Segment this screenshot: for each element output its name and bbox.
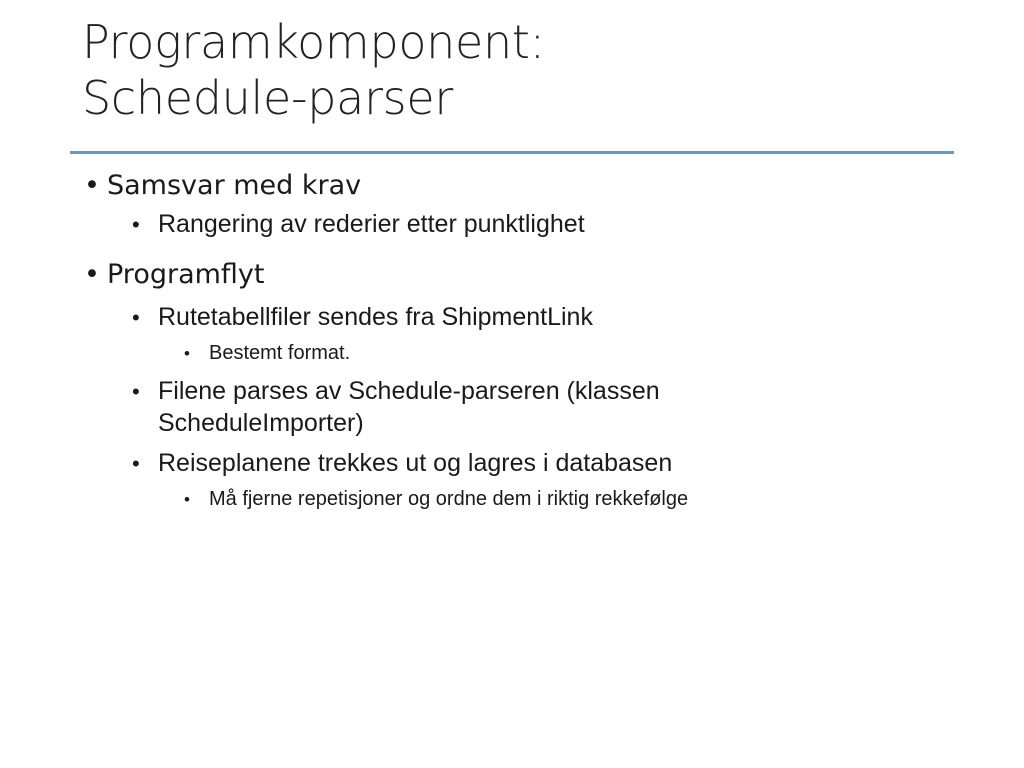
bullet-text-line-2: ScheduleImporter) bbox=[158, 409, 364, 437]
bullet-dot: • bbox=[132, 451, 140, 476]
bullet-text bbox=[158, 375, 660, 439]
title-line-2: Schedule-parser bbox=[82, 71, 453, 125]
title-divider bbox=[70, 151, 954, 154]
bullet-text: Bestemt format. bbox=[209, 342, 351, 364]
bullet-text: Må fjerne repetisjoner og ordne dem i riktig rekkefølge bbox=[209, 488, 689, 510]
bullet-text: Samsvar med krav bbox=[107, 170, 362, 201]
bullet-level2 bbox=[132, 301, 964, 334]
bullet-dot: • bbox=[84, 170, 100, 201]
bullet-text: Rutetabellfiler sendes fra ShipmentLink bbox=[158, 303, 593, 331]
bullet-level3 bbox=[184, 340, 964, 367]
bullet-dot: • bbox=[132, 379, 140, 404]
bullet-dot: • bbox=[84, 259, 100, 290]
bullet-text-line-1: Filene parses av Schedule-parseren (klassen bbox=[158, 377, 660, 405]
title-line-1: Programkomponent: bbox=[82, 15, 545, 69]
bullet-text: Rangering av rederier etter punktlighet bbox=[158, 210, 585, 238]
bullet-level3 bbox=[184, 486, 964, 513]
bullet-level2 bbox=[132, 375, 964, 439]
bullet-level1 bbox=[84, 255, 964, 295]
bullet-level2 bbox=[132, 447, 964, 480]
bullet-list bbox=[84, 166, 964, 513]
bullet-text: Reiseplanene trekkes ut og lagres i databasen bbox=[158, 449, 673, 477]
bullet-dot: • bbox=[184, 344, 190, 363]
bullet-level2 bbox=[132, 208, 964, 241]
bullet-dot: • bbox=[132, 305, 140, 330]
bullet-level1 bbox=[84, 166, 964, 206]
bullet-text: Programflyt bbox=[107, 259, 265, 290]
bullet-dot: • bbox=[132, 212, 140, 237]
slide-title bbox=[82, 14, 545, 126]
bullet-dot: • bbox=[184, 490, 190, 509]
